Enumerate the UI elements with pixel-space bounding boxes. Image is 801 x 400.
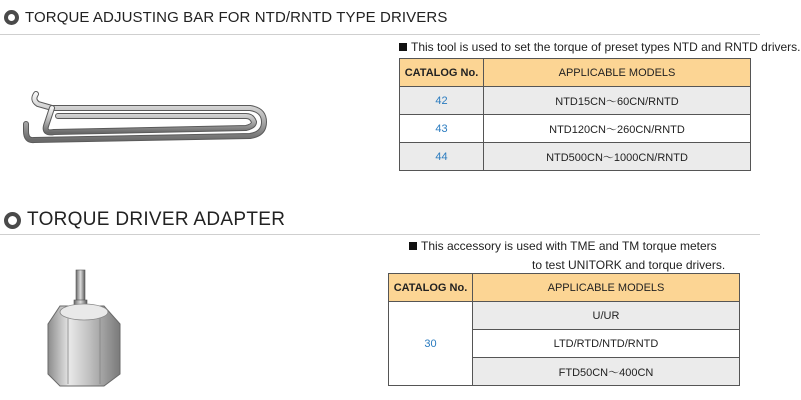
applicable-model: NTD120CN〜260CN/RNTD — [484, 115, 751, 143]
torque-driver-adapter-image — [44, 266, 128, 390]
column-header-catalog: CATALOG No. — [400, 59, 484, 87]
column-header-models: APPLICABLE MODELS — [484, 59, 751, 87]
catalog-number: 44 — [400, 143, 484, 171]
divider — [0, 234, 760, 235]
circle-bullet-icon — [4, 10, 19, 25]
applicable-model: NTD15CN〜60CN/RNTD — [484, 87, 751, 115]
description-note: This tool is used to set the torque of preset types NTD and RNTD drivers. — [399, 40, 801, 54]
catalog-number: 43 — [400, 115, 484, 143]
section-title-torque-adjusting-bar — [4, 9, 447, 26]
square-bullet-icon — [409, 242, 417, 250]
table-row — [389, 302, 740, 330]
section-title-torque-driver-adapter — [4, 209, 285, 231]
applicable-model: FTD50CN〜400CN — [473, 358, 740, 386]
description-note-line1: This accessory is used with TME and TM torque meters — [409, 239, 717, 253]
divider — [0, 34, 760, 35]
square-bullet-icon — [399, 43, 407, 51]
table-row — [400, 143, 751, 171]
circle-bullet-icon — [4, 212, 21, 229]
column-header-models: APPLICABLE MODELS — [473, 274, 740, 302]
applicable-models-table — [399, 58, 751, 171]
applicable-model: LTD/RTD/NTD/RNTD — [473, 330, 740, 358]
torque-adjusting-bar-image — [14, 86, 274, 156]
applicable-model: U/UR — [473, 302, 740, 330]
section-title-text: TORQUE DRIVER ADAPTER — [27, 209, 286, 230]
column-header-catalog: CATALOG No. — [389, 274, 473, 302]
adapter-applicable-models-table — [388, 273, 740, 386]
applicable-model: NTD500CN〜1000CN/RNTD — [484, 143, 751, 171]
section-title-text: TORQUE ADJUSTING BAR FOR NTD/RNTD TYPE DRIVERS — [25, 9, 448, 26]
catalog-number: 42 — [400, 87, 484, 115]
table-row — [400, 115, 751, 143]
catalog-number: 30 — [389, 302, 473, 386]
description-note-line2: to test UNITORK and torque drivers. — [532, 258, 726, 272]
table-row — [400, 87, 751, 115]
